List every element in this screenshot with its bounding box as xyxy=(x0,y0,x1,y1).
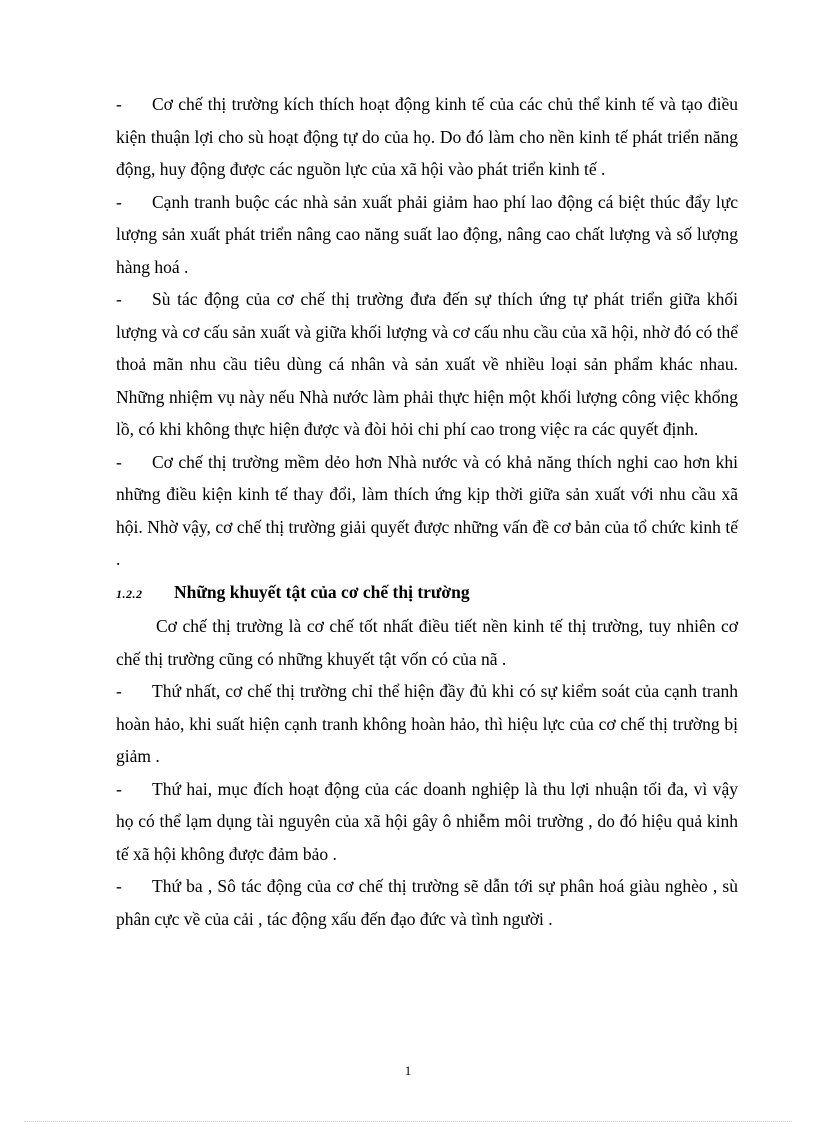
bullet-dash: - xyxy=(116,94,122,114)
bullet-dash: - xyxy=(116,778,122,799)
bullet-dash: - xyxy=(116,191,122,212)
bullet-dash: - xyxy=(116,451,122,472)
page-number: 1 xyxy=(404,1063,412,1078)
section-heading xyxy=(116,576,738,611)
section-number: 1.2.2 xyxy=(116,586,143,601)
paragraph-text: Cạnh tranh buộc các nhà sản xuất phải giảm hao phí lao động cá biệt thúc đẩy lực lượng sản xuất phát triển nâng cao năng suất lao động, nâng cao chất lượng và số lượng hàng hoá . xyxy=(116,191,738,277)
bullet-dash: - xyxy=(116,681,122,701)
bullet-paragraph-4 xyxy=(116,446,738,576)
bullet-paragraph-2 xyxy=(116,186,738,284)
bullet-paragraph-7 xyxy=(116,870,738,935)
paragraph-text: Cơ chế thị trường kích thích hoạt động kinh tế của các chủ thể kinh tế và tạo điều kiện thuận lợi cho sù hoạt động tự do của họ. Do đó làm cho nền kinh tế phát triển năng động, huy động được các nguồn lực của xã hội vào phát triển kinh tế . xyxy=(116,94,738,179)
bullet-dash: - xyxy=(116,289,122,309)
bullet-dash: - xyxy=(116,876,122,896)
document-body xyxy=(116,88,738,935)
paragraph-text: Sù tác động của cơ chế thị trường đưa đến sự thích ứng tự phát triển giữa khối lượng và cơ cấu sản xuất và giữa khối lượng và cơ cấu nhu cầu của xã hội, nhờ đó có thể thoả mãn nhu cầu tiêu dùng cá nhân và sản xuất về nhiều loại sản phẩm khác nhau. Những nhiệm vụ này nếu Nhà nước làm phải thực hiện một khối lượng công việc khổng lồ, có khi không thực hiện được và đòi hỏi chi phí cao trong việc ra các quyết định. xyxy=(116,289,738,439)
paragraph-text: Thứ nhất, cơ chế thị trường chỉ thể hiện đầy đủ khi có sự kiểm soát của cạnh tranh hoàn hảo, khi suất hiện cạnh tranh không hoàn hảo, thì hiệu lực của cơ chế thị trường bị giảm . xyxy=(116,681,738,766)
page-bottom-rule xyxy=(24,1121,792,1122)
paragraph-text: Thứ ba , Sô tác động của cơ chế thị trường sẽ dẫn tới sự phân hoá giàu nghèo , sù phân cực về của cải , tác động xấu đến đạo đức và tình người . xyxy=(116,876,738,929)
paragraph-text: Thứ hai, mục đích hoạt động của các doanh nghiệp là thu lợi nhuận tối đa, vì vậy họ có thể lạm dụng tài nguyên của xã hội gây ô nhiễm môi trường , do đó hiệu quả kinh tế xã hội không được đảm bảo . xyxy=(116,778,738,864)
section-title: Những khuyết tật của cơ chế thị trường xyxy=(174,581,470,602)
bullet-paragraph-6 xyxy=(116,773,738,871)
paragraph-text: Cơ chế thị trường mềm dẻo hơn Nhà nước và có khả năng thích nghi cao hơn khi những điều kiện kinh tế thay đổi, làm thích ứng kịp thời giữa sản xuất với nhu cầu xã hội. Nhờ vậy, cơ chế thị trường giải quyết được những vấn đề cơ bản của tổ chức kinh tế . xyxy=(116,451,738,569)
bullet-paragraph-5 xyxy=(116,675,738,773)
bullet-paragraph-1 xyxy=(116,88,738,186)
intro-paragraph: Cơ chế thị trường là cơ chế tốt nhất điều tiết nền kinh tế thị trường, tuy nhiên cơ chế thị trường cũng có những khuyết tật vốn có của nã . xyxy=(116,616,738,669)
bullet-paragraph-3 xyxy=(116,283,738,446)
